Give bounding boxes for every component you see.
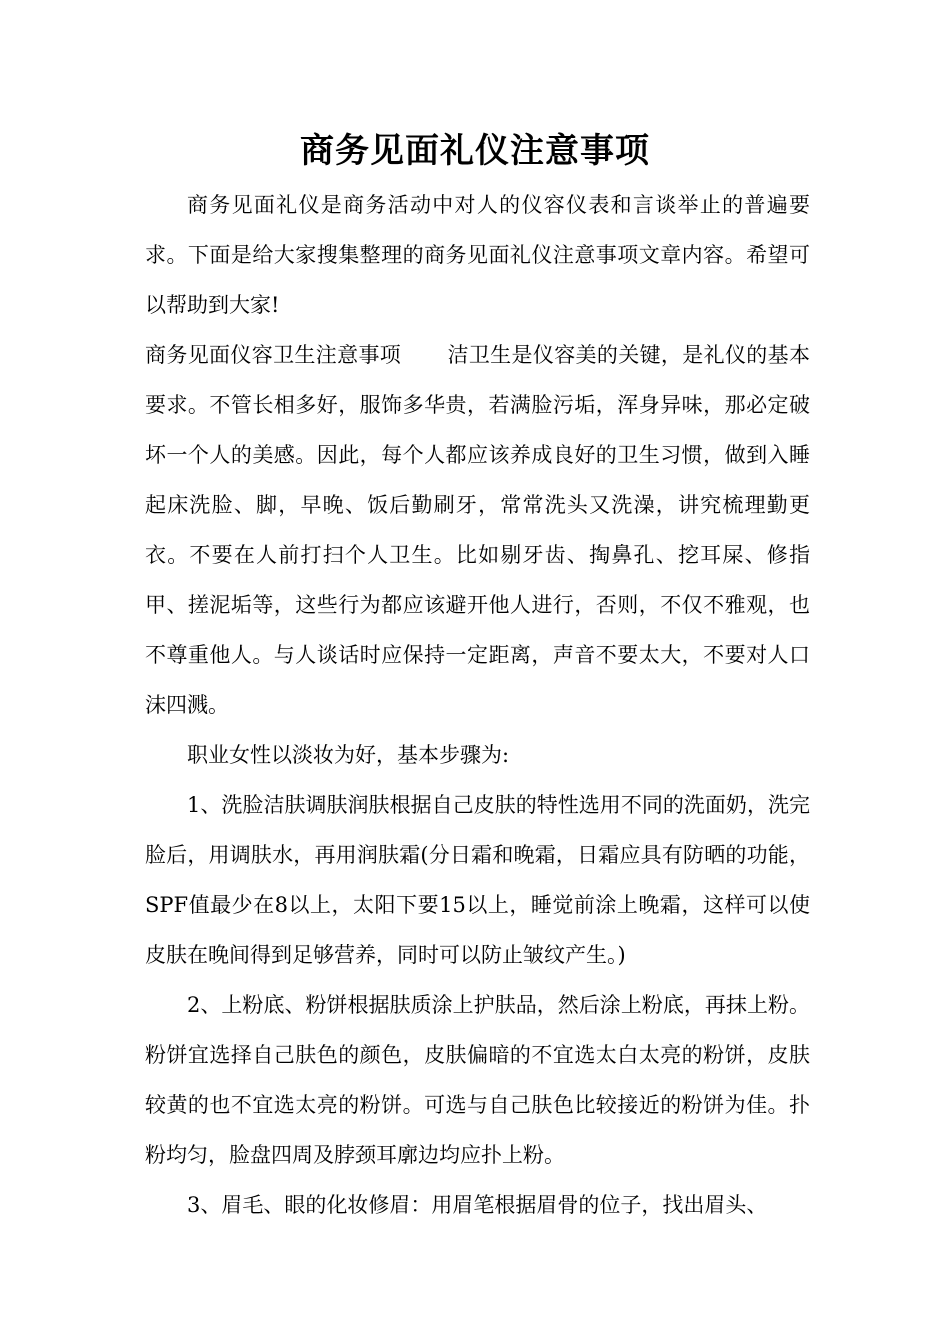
document-body: [145, 180, 810, 1230]
document-title: 商务见面礼仪注意事项: [300, 131, 650, 171]
step-paragraph-3: 3、眉毛、眼的化妆修眉：用眉笔根据眉骨的位子，找出眉头、: [187, 1193, 768, 1217]
hygiene-paragraph: [145, 330, 810, 730]
intro-paragraph: 商务见面礼仪是商务活动中对人的仪容仪表和言谈举止的普遍要求。下面是给大家搜集整理的商务见面礼仪注意事项文章内容。希望可以帮助到大家!: [145, 193, 810, 317]
section-heading: 商务见面仪容卫生注意事项: [145, 343, 402, 367]
section-text: 洁卫生是仪容美的关键，是礼仪的基本要求。不管长相多好，服饰多华贵，若满脸污垢，浑身异味，那必定破坏一个人的美感。因此，每个人都应该养成良好的卫生习惯，做到入睡起床洗脸、脚，早晚、饭后勤刷牙，常常洗头又洗澡，讲究梳理勤更衣。不要在人前打扫个人卫生。比如剔牙齿、掏鼻孔、挖耳屎、修指甲、搓泥垢等，这些行为都应该避开他人进行，否则，不仅不雅观，也不尊重他人。与人谈话时应保持一定距离，声音不要太大，不要对人口沫四溅。: [145, 343, 811, 717]
step-paragraph-2: 2、上粉底、粉饼根据肤质涂上护肤品，然后涂上粉底，再抹上粉。粉饼宜选择自己肤色的颜色，皮肤偏暗的不宜选太白太亮的粉饼，皮肤较黄的也不宜选太亮的粉饼。可选与自己肤色比较接近的粉饼为佳。扑粉均匀，脸盘四周及脖颈耳廓边均应扑上粉。: [145, 993, 810, 1167]
makeup-intro-paragraph: 职业女性以淡妆为好，基本步骤为:: [187, 743, 510, 767]
step-paragraph-1: 1、洗脸洁肤调肤润肤根据自己皮肤的特性选用不同的洗面奶，洗完脸后，用调肤水，再用润肤霜(分日霜和晚霜，日霜应具有防晒的功能，SPF值最少在8以上，太阳下要15以上，睡觉前涂上晚霜，这样可以使皮肤在晚间得到足够营养，同时可以防止皱纹产生。): [145, 793, 810, 967]
